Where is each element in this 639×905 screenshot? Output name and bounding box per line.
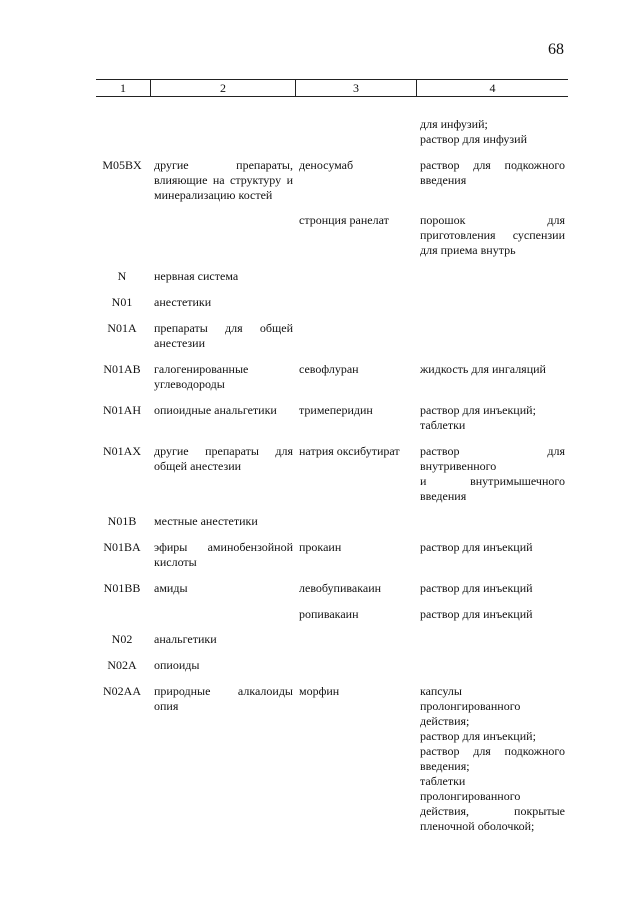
dosage-form (420, 213, 565, 258)
drug-name: морфин (299, 684, 340, 698)
dosage-form-line: таблетки (420, 418, 466, 432)
atc-code: N02 (111, 632, 133, 646)
atc-group-name: амиды (154, 581, 188, 595)
dosage-form-line: раствор для инъекций; (420, 729, 536, 743)
dosage-form-line: пленочной оболочкой; (420, 819, 535, 833)
drug-name: севофлуран (299, 362, 359, 376)
header-col-4: 4 (489, 81, 496, 95)
atc-group-name: опиоиды (154, 658, 200, 672)
dosage-form: раствор для подкожного введения (420, 158, 565, 187)
table-header (96, 79, 568, 97)
dosage-form-line: таблетки (420, 774, 466, 788)
dosage-form (420, 444, 565, 504)
dosage-form-line: раствор для инфузий (420, 132, 527, 146)
dosage-form-line: действия, покрытые (420, 804, 565, 818)
atc-code: N01BA (103, 540, 141, 554)
atc-group-name: другие препараты для общей анестезии (154, 444, 293, 473)
atc-group-name: опиоидные анальгетики (154, 403, 277, 417)
drug-name: левобупивакаин (299, 581, 382, 595)
drug-name: стронция ранелат (299, 213, 389, 227)
drug-name: прокаин (299, 540, 342, 554)
dosage-form-line: пролонгированного (420, 789, 521, 803)
atc-group-name: анестетики (154, 295, 212, 309)
atc-group-name: препараты для общей анестезии (154, 321, 293, 350)
header-col-3: 3 (353, 81, 359, 95)
dosage-form-line: введения; (420, 759, 470, 773)
dosage-form-line: приготовления суспензии для приема внутрь (420, 228, 565, 257)
atc-code: N01A (107, 321, 137, 335)
dosage-form-line: для инфузий; (420, 117, 488, 131)
dosage-form: раствор для инъекций (420, 540, 533, 554)
dosage-form-line: действия; (420, 714, 470, 728)
dosage-form (420, 684, 565, 834)
atc-group-name: другие препараты, влияющие на структуру и минерализацию костей (154, 158, 293, 202)
atc-group-name: местные анестетики (154, 514, 258, 528)
dosage-form (420, 117, 565, 147)
drug-name: ропивакаин (299, 607, 359, 621)
dosage-form: жидкость для ингаляций (420, 362, 546, 376)
atc-group-name: анальгетики (154, 632, 217, 646)
dosage-form-line: раствор для подкожного (420, 744, 565, 758)
header-col-1: 1 (120, 81, 126, 95)
dosage-form-line: введения (420, 489, 467, 503)
atc-group-name: нервная система (154, 269, 239, 283)
dosage-form: раствор для инъекций (420, 607, 533, 621)
dosage-form-line: внутривенного (420, 459, 497, 473)
atc-group-name: эфиры аминобензойной кислоты (154, 540, 293, 569)
drug-name: деносумаб (299, 158, 354, 172)
atc-code: N02A (107, 658, 137, 672)
drug-name: натрия оксибутират (299, 444, 400, 458)
atc-code: N01 (111, 295, 133, 309)
atc-group-name: природные алкалоиды опия (154, 684, 293, 713)
dosage-form-line: раствор для инъекций; (420, 403, 536, 417)
dosage-form (420, 403, 565, 433)
atc-code: N01AX (103, 444, 141, 458)
atc-group-name: галогенированные углеводороды (154, 362, 249, 391)
atc-code: N02AA (103, 684, 141, 698)
dosage-form-line: и внутримышечного (420, 474, 565, 488)
dosage-form-line: раствор для (420, 444, 565, 458)
atc-code: N01AH (103, 403, 141, 417)
page-number: 68 (548, 41, 564, 58)
atc-code: N (117, 269, 127, 283)
drug-name: тримеперидин (299, 403, 373, 417)
atc-code: N01AB (103, 362, 141, 376)
dosage-form-line: пролонгированного (420, 699, 521, 713)
dosage-form-line: капсулы (420, 684, 462, 698)
atc-code: N01BB (103, 581, 141, 595)
dosage-form-line: порошок для (420, 213, 565, 227)
atc-code: M05BX (102, 158, 142, 172)
dosage-form: раствор для инъекций (420, 581, 533, 595)
atc-code: N01B (107, 514, 137, 528)
header-col-2: 2 (220, 81, 226, 95)
